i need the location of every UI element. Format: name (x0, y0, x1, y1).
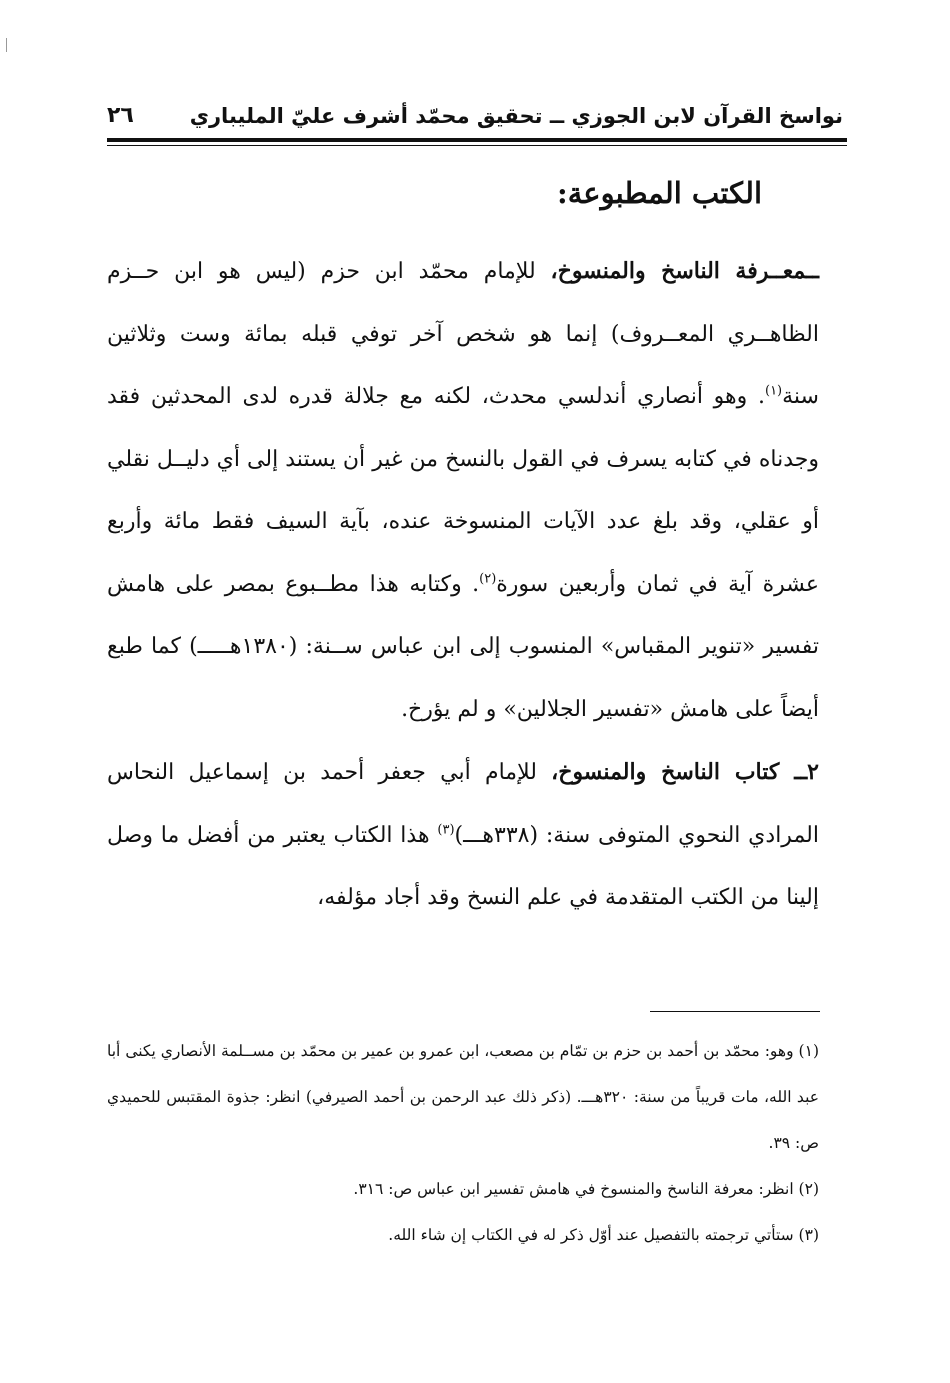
footnote-1: (١) وهو: محمّد بن أحمد بن حزم بن تمّام بن مصعب، ابن عمرو بن عمير بن محمّد بن مســلمة الأنصاري يكنى أبا عبد الله، مات قريباً من سنة: ٣٢٠هـــ. (ذكر ذلك عبد الرحمن بن أحمد الصيرفي) انظر: جذوة المقتبس للحميدي ص: ٣٩. (107, 1042, 819, 1152)
header-rule-thick (107, 138, 847, 142)
paragraph-text: . وهو أنصاري أندلسي محدث، لكنه مع جلالة قدره لدى المحدثين فقد وجدناه في كتابه يسرف في القول بالنسخ من غير أن يستند إلى أي دليــل نقلي أو عقلي، وقد بلغ عدد الآيات المنسوخة عنده، بآية السيف فقط مائة وأربع عشرة آية في ثمان وأربعين سورة (107, 384, 819, 597)
header-rule-thin (107, 145, 847, 146)
section-heading: الكتب المطبوعة: (557, 176, 762, 210)
item-title: ــمعــرفة الناسخ والمنسوخ، (550, 258, 819, 284)
paragraph-text: . وكتابه هذا مطــبوع بمصر على هامش تفسير «تنوير المقباس» المنسوب إلى ابن عباس ســنة: (١٣٨٠هـــــ) كما طبع أيضاً على هامش «تفسير الجلالين» و لم يؤرخ. (107, 571, 819, 722)
footnotes (107, 1028, 819, 1258)
page-header (107, 88, 843, 128)
paragraph-text: للإمام محمّد ابن حزم (ليس هو ابن حــزم الظاهــري المعــروف) إنما هو شخص آخر توفي قبله بمائة وست وثلاثين سنة (107, 259, 819, 409)
page-number: ٢٦ (107, 103, 134, 128)
paragraph-2 (107, 741, 819, 930)
scan-mark (6, 38, 7, 52)
running-title: نواسخ القرآن لابن الجوزي ــ تحقيق محمّد أشرف عليّ المليباري (189, 104, 843, 128)
footnote-separator (650, 1011, 820, 1012)
paragraph-1 (107, 240, 819, 741)
footnote-ref[interactable]: (١) (764, 383, 783, 399)
item-title: ٢ــ كتاب الناسخ والمنسوخ، (551, 759, 819, 785)
footnote-3: (٣) ستأتي ترجمته بالتفصيل عند أوّل ذكر له في الكتاب إن شاء الله. (388, 1226, 819, 1244)
footnote-ref[interactable]: (٢) (479, 571, 497, 587)
footnote-2: (٢) انظر: معرفة الناسخ والمنسوخ في هامش تفسير ابن عباس ص: ٣١٦. (353, 1180, 819, 1198)
body-text (107, 240, 819, 930)
paragraph-text: هذا الكتاب يعتبر من أفضل ما وصل إلينا من الكتب المتقدمة في علم النسخ وقد أجاد مؤلفه، (107, 822, 819, 910)
paragraph-text: للإمام أبي جعفر أحمد بن إسماعيل النحاس المرادي النحوي المتوفى سنة: (٣٣٨هـــ) (107, 760, 819, 848)
footnote-ref[interactable]: (٣) (437, 822, 455, 838)
